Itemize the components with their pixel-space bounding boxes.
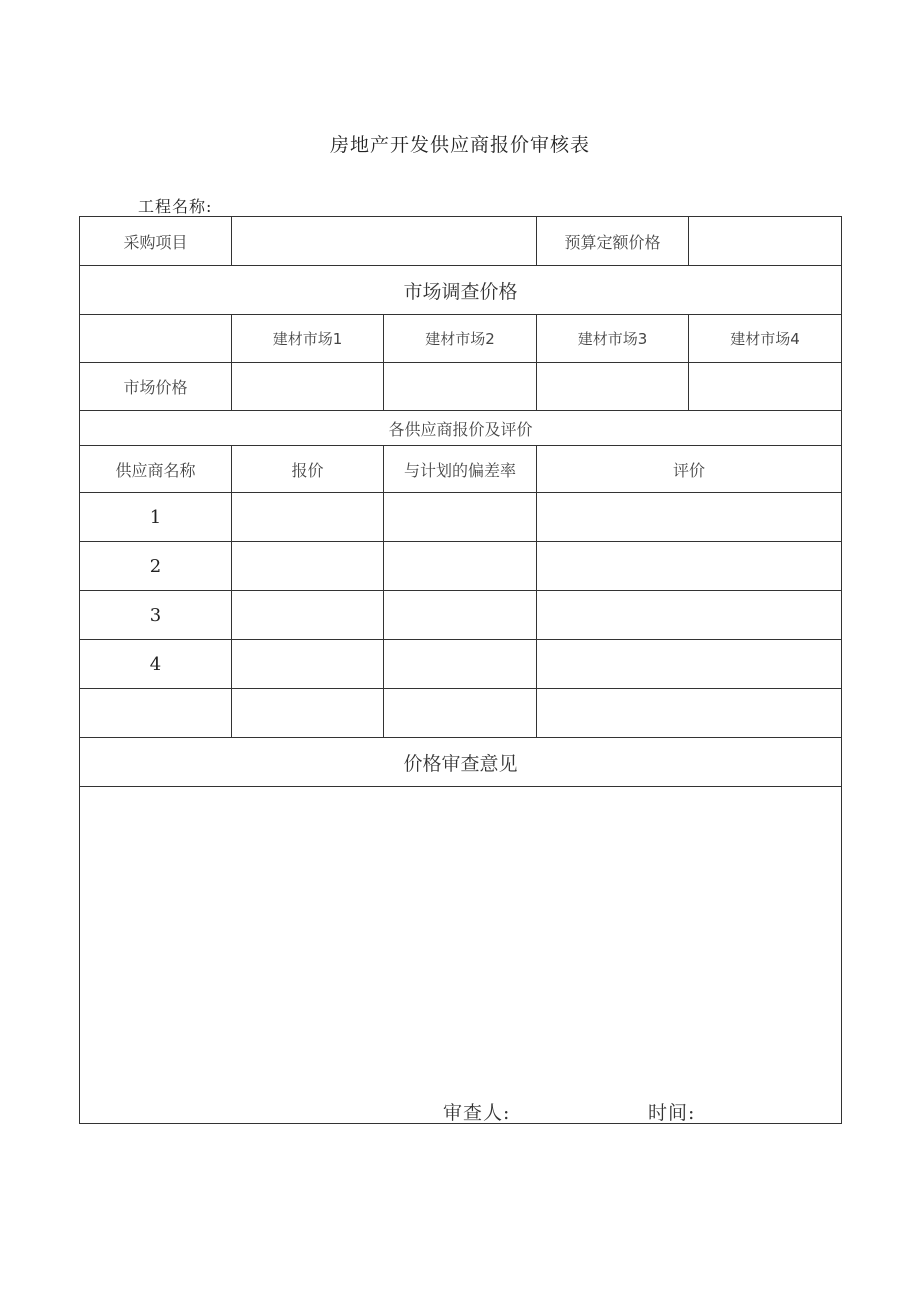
evaluation-column-header: 评价 xyxy=(537,446,842,493)
deviation-cell[interactable] xyxy=(384,542,537,591)
supplier-name-cell[interactable]: 1 xyxy=(80,493,232,542)
supplier-name-cell[interactable]: 2 xyxy=(80,542,232,591)
deviation-cell[interactable] xyxy=(384,493,537,542)
market-2-label: 建材市场2 xyxy=(384,315,537,363)
quote-cell[interactable] xyxy=(232,640,384,689)
quote-column-header: 报价 xyxy=(232,446,384,493)
evaluation-cell[interactable] xyxy=(537,542,842,591)
supplier-row xyxy=(80,493,842,542)
market-survey-header-row xyxy=(80,266,842,315)
purchase-row xyxy=(80,217,842,266)
price-review-table xyxy=(79,216,842,1124)
market-1-label: 建材市场1 xyxy=(232,315,384,363)
evaluation-cell[interactable] xyxy=(537,493,842,542)
supplier-name-cell[interactable]: 3 xyxy=(80,591,232,640)
market-price-label: 市场价格 xyxy=(80,363,232,411)
market-survey-header: 市场调查价格 xyxy=(80,266,842,315)
market-4-price-field[interactable] xyxy=(689,363,842,411)
budget-price-field[interactable] xyxy=(689,217,842,266)
quote-cell[interactable] xyxy=(232,689,384,738)
supplier-columns-row xyxy=(80,446,842,493)
market-1-price-field[interactable] xyxy=(232,363,384,411)
supplier-row xyxy=(80,640,842,689)
supplier-name-cell[interactable]: 4 xyxy=(80,640,232,689)
purchase-item-label: 采购项目 xyxy=(80,217,232,266)
time-label: 时间: xyxy=(648,1102,696,1124)
supplier-name-column-header: 供应商名称 xyxy=(80,446,232,493)
market-3-price-field[interactable] xyxy=(537,363,689,411)
review-opinion-row xyxy=(80,787,842,1124)
supplier-section-header: 各供应商报价及评价 xyxy=(80,411,842,446)
budget-price-label: 预算定额价格 xyxy=(537,217,689,266)
supplier-row xyxy=(80,542,842,591)
quote-cell[interactable] xyxy=(232,493,384,542)
market-names-row xyxy=(80,315,842,363)
review-opinion-header: 价格审查意见 xyxy=(80,738,842,787)
evaluation-cell[interactable] xyxy=(537,689,842,738)
review-opinion-header-row xyxy=(80,738,842,787)
supplier-section-header-row xyxy=(80,411,842,446)
reviewer-label: 审查人: xyxy=(443,1102,511,1124)
supplier-name-cell[interactable] xyxy=(80,689,232,738)
form-title: 房地产开发供应商报价审核表 xyxy=(329,134,590,156)
quote-cell[interactable] xyxy=(232,591,384,640)
evaluation-cell[interactable] xyxy=(537,591,842,640)
market-price-row xyxy=(80,363,842,411)
market-3-label: 建材市场3 xyxy=(537,315,689,363)
purchase-item-field[interactable] xyxy=(232,217,537,266)
project-name-label: 工程名称: xyxy=(138,197,213,216)
quote-cell[interactable] xyxy=(232,542,384,591)
deviation-cell[interactable] xyxy=(384,689,537,738)
deviation-column-header: 与计划的偏差率 xyxy=(384,446,537,493)
deviation-cell[interactable] xyxy=(384,640,537,689)
supplier-row xyxy=(80,591,842,640)
market-2-price-field[interactable] xyxy=(384,363,537,411)
supplier-row xyxy=(80,689,842,738)
deviation-cell[interactable] xyxy=(384,591,537,640)
evaluation-cell[interactable] xyxy=(537,640,842,689)
market-4-label: 建材市场4 xyxy=(689,315,842,363)
market-names-blank xyxy=(80,315,232,363)
review-opinion-field[interactable] xyxy=(80,787,842,1124)
